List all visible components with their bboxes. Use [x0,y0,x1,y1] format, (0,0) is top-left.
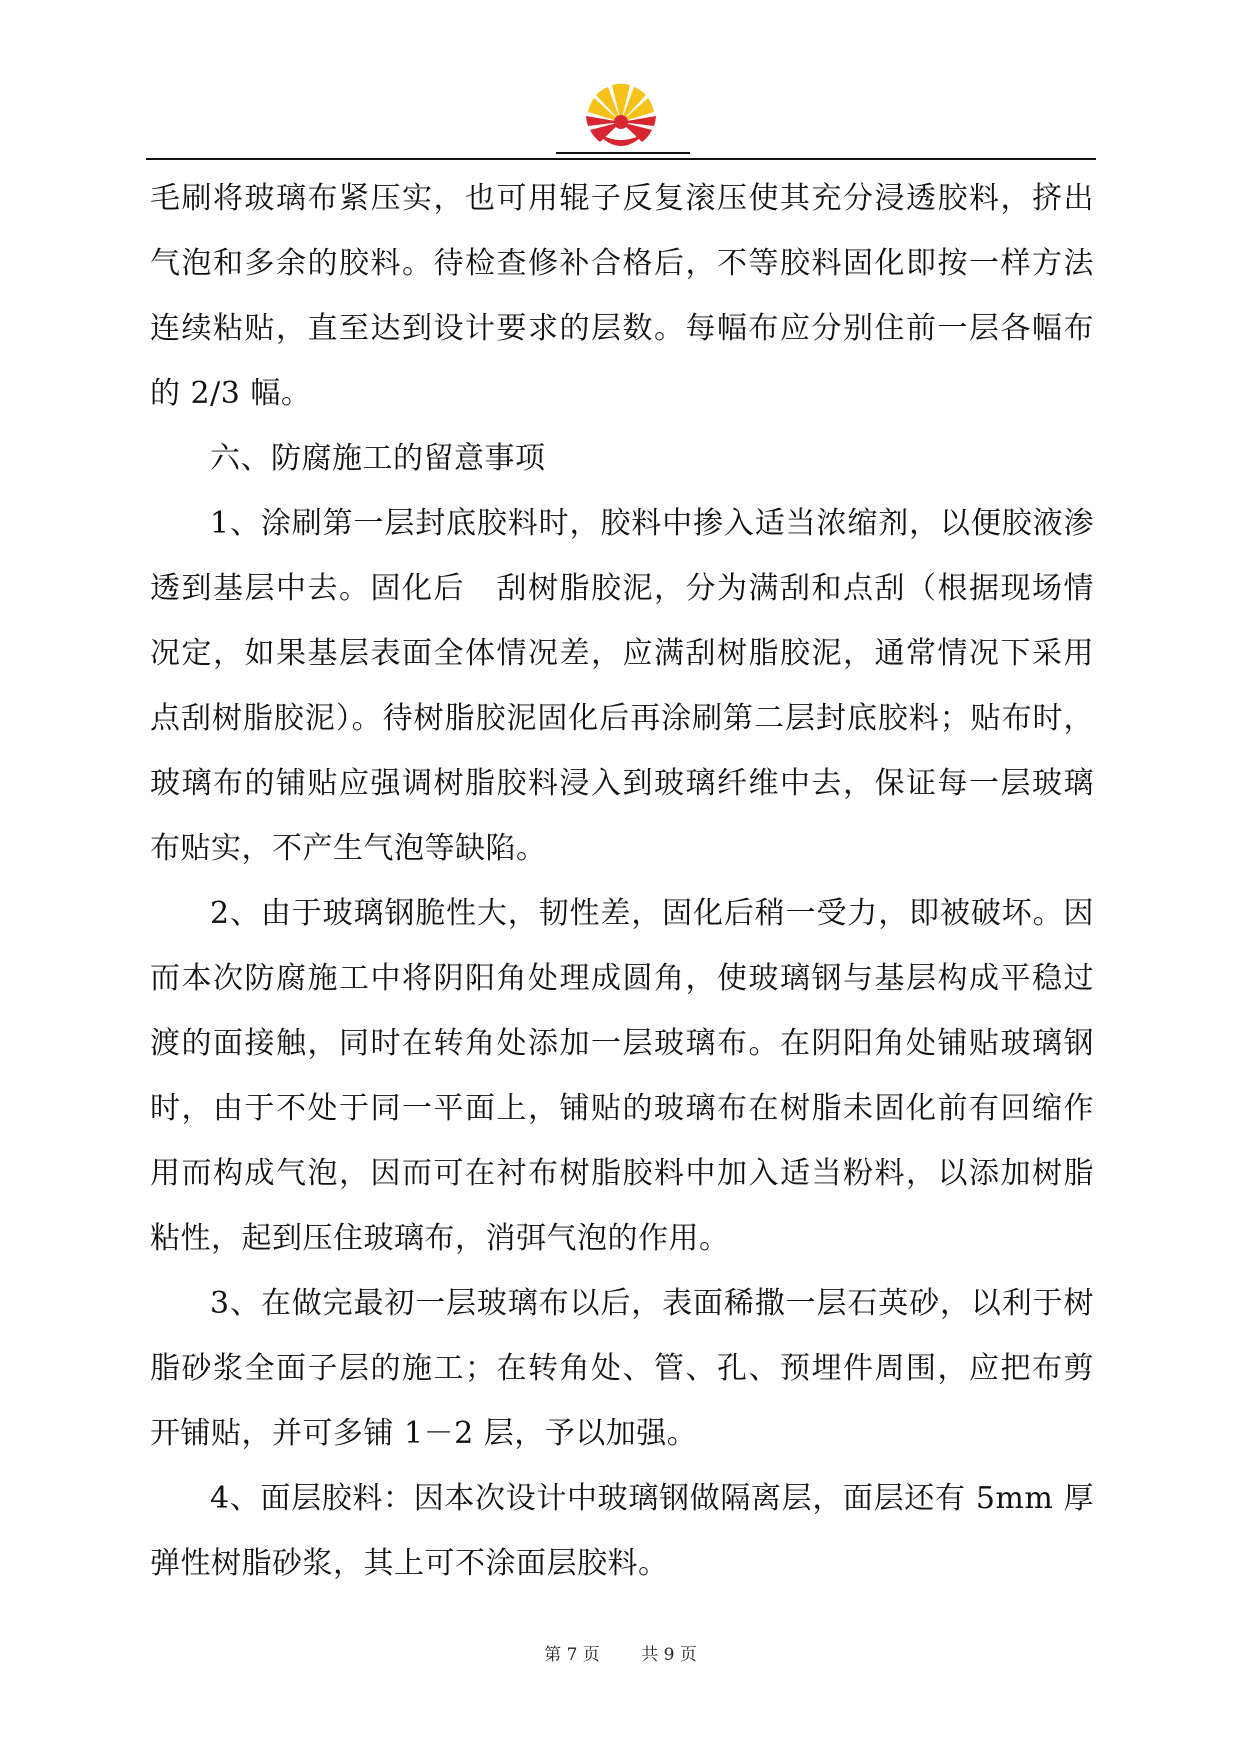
body-paragraph: 2、由于玻璃钢脆性大，韧性差，固化后稍一受力，即被破坏。因而本次防腐施工中将阴阳角处理成圆角，使玻璃钢与基层构成平稳过渡的面接触，同时在转角处添加一层玻璃布。在阴阳角处铺贴玻璃钢时，由于不处于同一平面上，铺贴的玻璃布在树脂未固化前有回缩作用而构成气泡，因而可在衬布树脂胶料中加入适当粉料，以添加树脂粘性，起到压住玻璃布，消弭气泡的作用。 [150,896,1094,1256]
body-paragraph: 1、涂刷第一层封底胶料时，胶料中掺入适当浓缩剂，以便胶液渗透到基层中去。固化后 刮树脂胶泥，分为满刮和点刮（根据现场情况定，如果基层表面全体情况差，应满刮树脂胶泥，通常情况下采用点刮树脂胶泥）。待树脂胶泥固化后再涂刷第二层封底胶料；贴布时，玻璃布的铺贴应强调树脂胶料浸入到玻璃纤维中去，保证每一层玻璃布贴实，不产生气泡等缺陷。 [150,506,1094,866]
header-rule-accent [556,152,690,154]
body-paragraph: 3、在做完最初一层玻璃布以后，表面稀撒一层石英砂，以利于树脂砂浆全面子层的施工；在转角处、管、孔、预埋件周围，应把布剪开铺贴，并可多铺 1－2 层，予以加强。 [150,1286,1094,1451]
body-paragraph: 4、面层胶料：因本次设计中玻璃钢做隔离层，面层还有 5mm 厚弹性树脂砂浆，其上可不涂面层胶料。 [150,1481,1094,1581]
page-header [0,0,1241,160]
body-paragraph: 毛刷将玻璃布紧压实，也可用辊子反复滚压使其充分浸透胶料，挤出气泡和多余的胶料。待检查修补合格后，不等胶料固化即按一样方法连续粘贴，直至达到设计要求的层数。每幅布应分别住前一层各幅布的 2/3 幅。 [150,181,1094,411]
petrochina-logo-icon [580,82,662,154]
document-body [150,166,1094,1596]
page-footer [0,1640,1241,1665]
section-heading: 六、防腐施工的留意事项 [210,441,546,476]
header-rule [146,158,1096,160]
page-number: 第 7 页 [544,1645,600,1665]
page-total: 共 9 页 [641,1645,697,1665]
